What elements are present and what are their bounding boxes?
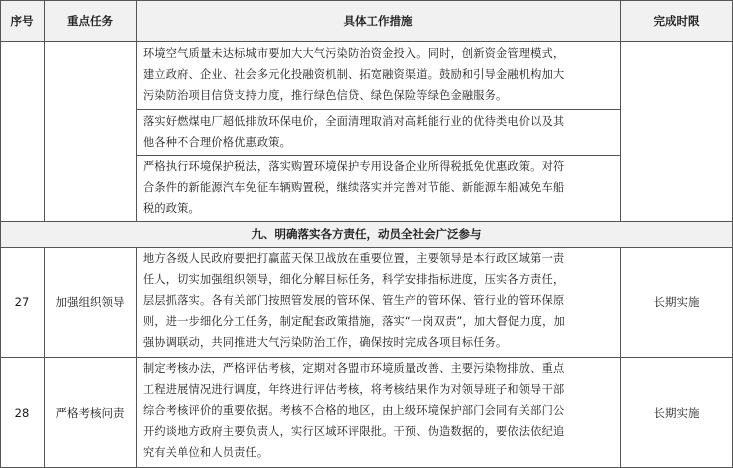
row-number: 28 <box>14 405 30 420</box>
table-border <box>136 109 620 110</box>
table-border <box>0 247 733 248</box>
row-number: 27 <box>14 295 30 309</box>
row-task: 加强组织领导 <box>55 295 125 309</box>
header-cell-deadline: 完成时限 <box>620 0 733 41</box>
header-cell-measures: 具体工作措施 <box>136 0 620 41</box>
table-border <box>136 247 137 468</box>
table-border <box>620 0 621 221</box>
table-border <box>0 41 733 42</box>
section-title-row: 九、明确落实各方责任，动员全社会广泛参与 <box>0 221 733 247</box>
continued-row-measures: 环境空气质量未达标城市要加大大气污染防治资金投入。同时，创新资金管理模式， 建立政府、企业、社会多元化投融资机制、拓宽融资渠道。鼓励和引导金融机构加大 污染防治项目信贷支持力度，推行绿色信贷、绿色保险等绿色金融服务。 <box>143 47 565 102</box>
continued-row-measures: 落实好燃煤电厂超低排放环保电价，全面清理取消对高耗能行业的优待类电价以及其 他各种不合理价格优惠政策。 <box>143 115 565 149</box>
continued-row-measures: 严格执行环境保护税法，落实购置环境保护专用设备企业所得税抵免优惠政策。对符 合条件的新能源汽车免征车辆购置税，继续落实并完善对节能、新能源车船减免车船 税的政策。 <box>143 160 565 215</box>
table-border <box>44 0 45 221</box>
row-measures: 地方各级人民政府要把打赢蓝天保卫战放在重要位置，主要领导是本行政区域第一责 任人，切实加强组织领导，细化分解目标任务，科学安排指标进度，压实各方责任， 层层抓落实。各有关部门按照管发展的管环保、管生产的管环保、管行业的管环保原 则，进一步细化分工任务，制定配套政策措施，落实“一岗双责”，加大督促力度，加 强协调联动，共同推进大气污染防治工作，确保按时完成各项目标任务。 <box>143 252 565 349</box>
table-border <box>0 0 1 468</box>
row-measures: 制定考核办法，严格评估考核，定期对各盟市环境质量改善、主要污染物排放、重点 工程进展情况进行调度，年终进行评估考核，将考核结果作为对领导班子和领导干部 综合考核评价的重要依据。考核不合格的地区，由上级环境保护部门会同有关部门公 开约谈地方政府主要负责人，实行区域环评限批。干预、伪造数据的，要依法依纪追 究有关单位和人员责任。 <box>143 362 565 459</box>
header-cell-task: 重点任务 <box>44 0 136 41</box>
table-border <box>620 247 621 468</box>
row-deadline: 长期实施 <box>653 295 700 309</box>
table-border <box>0 0 733 1</box>
table-border <box>44 247 45 468</box>
header-cell-no: 序号 <box>0 0 44 41</box>
row-deadline: 长期实施 <box>653 405 700 420</box>
table-border <box>0 221 733 222</box>
table-border <box>136 155 620 156</box>
row-task: 严格考核问责 <box>55 405 125 420</box>
table-border <box>0 357 733 358</box>
table-border <box>136 0 137 221</box>
